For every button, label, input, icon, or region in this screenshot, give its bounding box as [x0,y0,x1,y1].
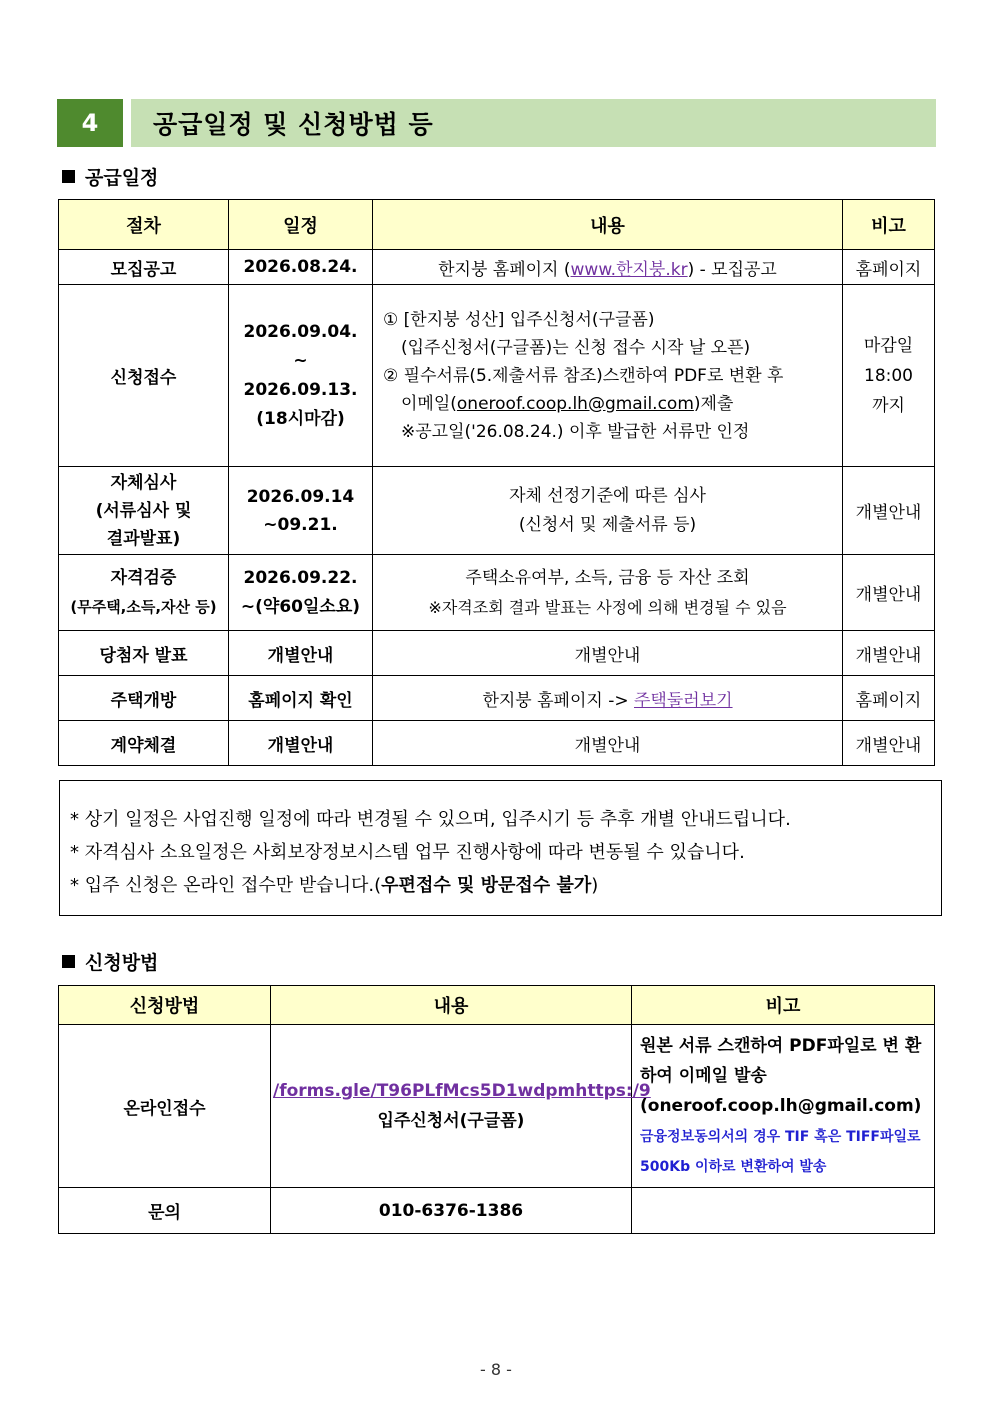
method-cell: 온라인접수 [59,1025,271,1188]
remark-small-line: 금융정보동의서의 경우 TIF 혹은 TIFF파일로 [640,1129,921,1145]
header-content: 내용 [271,986,632,1025]
google-form-link[interactable]: /forms.gle/T96PLfMcs5D1wdpmhttps:/9 [273,1081,651,1101]
page-number: - 8 - [480,1360,512,1379]
remark-cell [632,1025,935,1188]
content-cell: 개별안내 [373,631,843,676]
remark-cell: 홈페이지 [843,250,935,285]
notice-bold-text: 우편접수 및 방문접수 불가 [381,875,592,896]
content-cell [271,1025,651,1188]
table-row [59,676,935,721]
content-cell [373,555,843,631]
apply-heading-text: 신청방법 [85,952,159,974]
table-row [59,467,935,555]
header-content: 내용 [373,200,843,250]
step-line: (무주택,소득,자산 등) [70,597,217,616]
content-line [383,390,832,418]
table-row [59,250,935,285]
table-row [59,1188,935,1234]
remark-line: 18:00 [864,365,913,386]
date-line: 2026.09.04. [243,321,358,342]
header-remark: 비고 [632,986,935,1025]
table-row [59,1025,935,1188]
content-text: ) - 모집공고 [687,259,777,280]
remark-line: 까지 [872,395,905,416]
header-date: 일정 [229,200,373,250]
remark-line: 환하여 이메일 발송 [640,1036,922,1086]
schedule-heading [62,163,158,190]
phone-cell: 010-6376-1386 [271,1188,632,1234]
remark-cell [843,285,935,467]
remark-cell: 개별안내 [843,467,935,555]
date-line: 2026.09.22. [243,567,358,588]
content-text: )제출 [693,393,734,414]
table-header-row [59,986,935,1025]
content-cell [373,467,843,555]
notice-line [70,869,929,902]
content-cell [373,285,843,467]
notice-line: * 자격심사 소요일정은 사회보장정보시스템 업무 진행사항에 따라 변동될 수 있습니다. [70,842,745,863]
remark-small-line: 500Kb 이하로 변환하여 발송 [640,1159,827,1175]
content-text: 한지붕 홈페이지 -> [482,690,634,711]
header-step: 절차 [59,200,229,250]
date-line: ~ 2026.09.13. [243,350,358,400]
content-line: (신청서 및 제출서류 등) [518,514,697,535]
remark-line: 마감일 [863,335,914,356]
date-line: 2026.09.14 [246,486,355,507]
remark-cell: 개별안내 [843,555,935,631]
table-row [59,721,935,766]
content-line: ※공고일('26.08.24.) 이후 발급한 서류만 인정 [401,421,750,442]
notice-text: ) [591,875,599,896]
content-line: 자체 선정기준에 따른 심사 [509,485,706,506]
content-cell: 개별안내 [373,721,843,766]
content-cell [373,676,843,721]
section-title: 공급일정 및 신청방법 등 [153,110,434,139]
date-cell: 개별안내 [229,631,373,676]
square-bullet-icon [62,955,75,968]
table-row [59,631,935,676]
table-row [59,285,935,467]
email-text: (oneroof.coop.lh@gmail.com) [640,1096,922,1116]
notice-box [59,780,942,916]
step-cell: 계약체결 [59,721,229,766]
content-line: 주택소유여부, 소득, 금융 등 자산 조회 [465,567,750,588]
date-cell [229,467,373,555]
schedule-heading-text: 공급일정 [85,167,159,189]
step-line: (서류심사 및 [95,500,192,521]
form-label: 입주신청서(구글폼) [377,1111,525,1131]
remark-cell [632,1188,935,1234]
apply-table [58,985,935,1234]
header-method: 신청방법 [59,986,271,1025]
content-line: ※자격조회 결과 발표는 사정에 의해 변경될 수 있음 [428,597,787,617]
table-header-row [59,200,935,250]
step-cell [59,467,229,555]
date-cell: 개별안내 [229,721,373,766]
date-line: ~09.21. [263,514,338,535]
content-line: (입주신청서(구글폼)는 신청 접수 시작 날 오픈) [401,337,751,358]
remark-cell: 홈페이지 [843,676,935,721]
square-bullet-icon [62,170,75,183]
section-number: 4 [57,99,123,147]
step-cell [59,555,229,631]
method-cell: 문의 [59,1188,271,1234]
table-row [59,555,935,631]
step-cell: 신청접수 [59,285,229,467]
date-cell: 홈페이지 확인 [229,676,373,721]
header-remark: 비고 [843,200,935,250]
email-link[interactable]: oneroof.coop.lh@gmail.com [456,393,694,414]
step-cell: 모집공고 [59,250,229,285]
homepage-link[interactable]: www.한지붕.kr [570,259,688,280]
house-tour-link[interactable]: 주택둘러보기 [634,690,733,711]
remark-line: 원본 서류 스캔하여 PDF파일로 변 [640,1036,899,1056]
content-text: 한지붕 홈페이지 ( [438,259,571,280]
step-line: 자격검증 [110,567,177,588]
step-cell: 당첨자 발표 [59,631,229,676]
date-cell: 2026.08.24. [229,250,373,285]
date-cell [229,285,373,467]
content-cell [373,250,843,285]
step-cell: 주택개방 [59,676,229,721]
content-line: ② 필수서류(5.제출서류 참조)스캔하여 PDF로 변환 후 [383,365,784,386]
remark-cell: 개별안내 [843,631,935,676]
step-line: 자체심사 [110,472,177,493]
section-header [57,99,936,147]
date-line: (18시마감) [256,408,345,429]
notice-line: * 상기 일정은 사업진행 일정에 따라 변경될 수 있으며, 입주시기 등 추후 개별 안내드립니다. [70,809,791,830]
step-line: 결과발표) [106,528,181,549]
section-divider [123,99,131,147]
content-text: 이메일( [401,393,457,414]
apply-heading [62,948,158,975]
date-cell [229,555,373,631]
content-line: ① [한지붕 성산] 입주신청서(구글폼) [383,309,655,330]
remark-cell: 개별안내 [843,721,935,766]
schedule-table [58,199,935,766]
date-line: ~(약60일소요) [240,596,361,617]
notice-text: * 입주 신청은 온라인 접수만 받습니다.( [70,875,382,896]
